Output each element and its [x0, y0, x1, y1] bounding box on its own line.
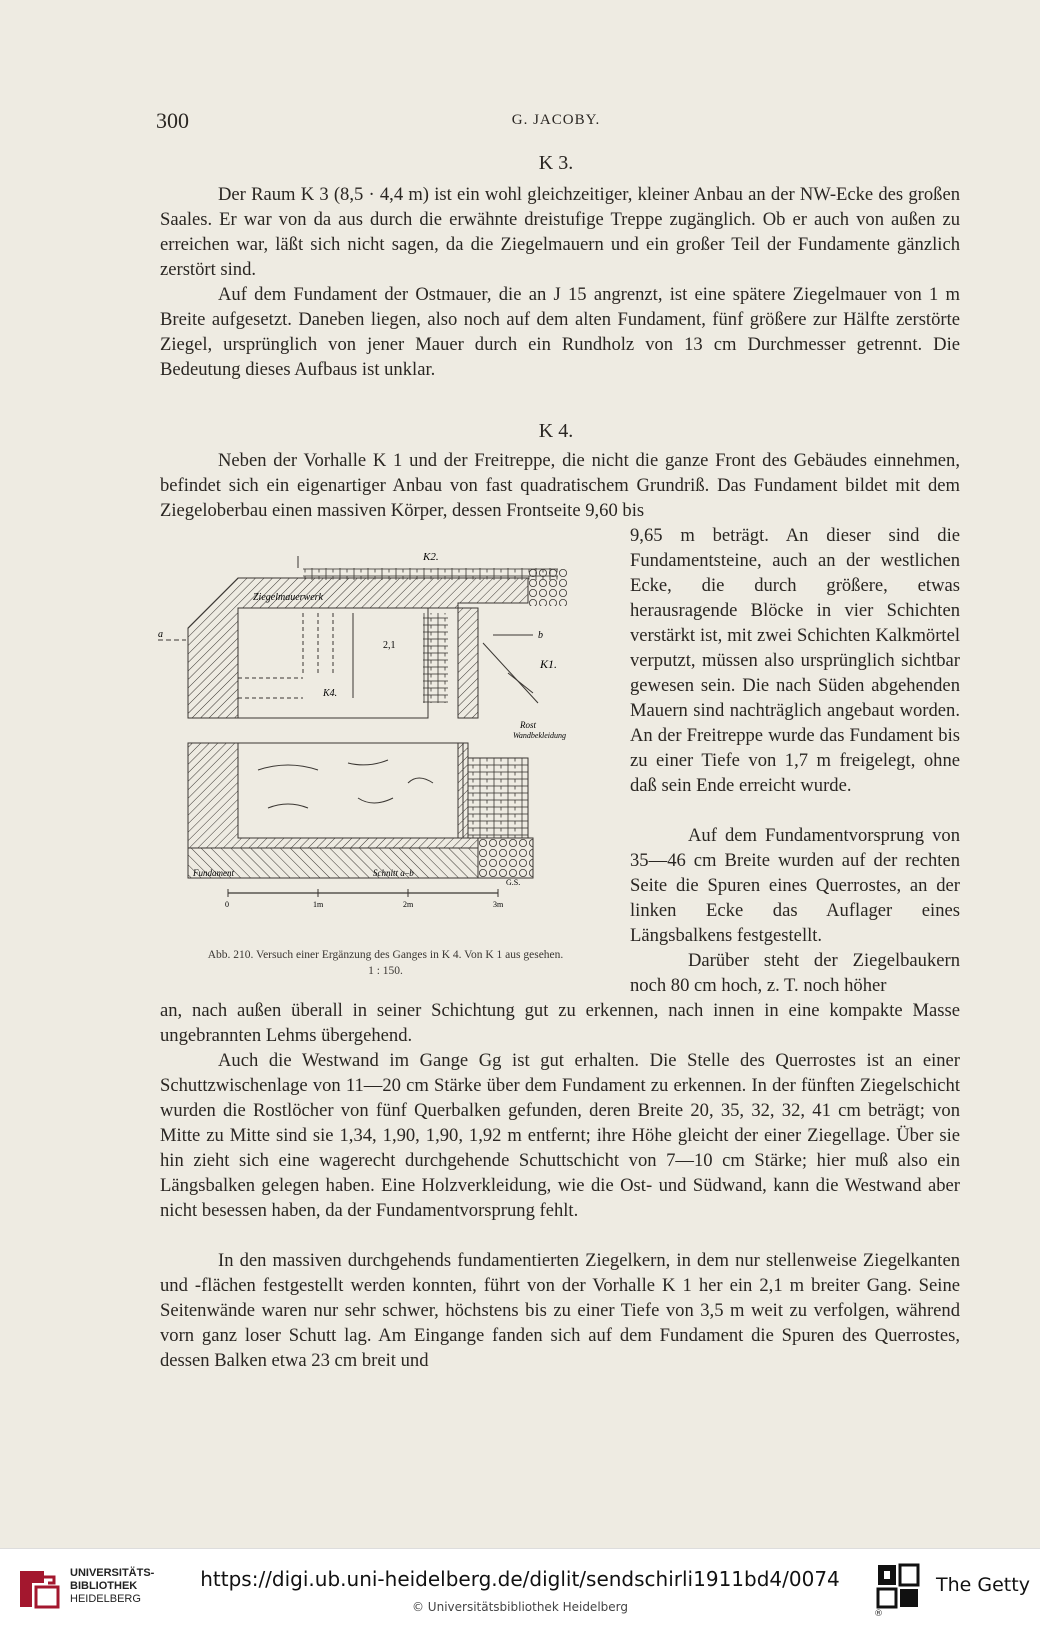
caption-text: Abb. 210. Versuch einer Ergänzung des Ganges in K 4. Von K 1 aus gesehen. [207, 949, 564, 961]
paragraph: Der Raum K 3 (8,5 · 4,4 m) ist ein wohl gleichzeitiger, kleiner Anbau an der NW-Ecke des großen Saales. Er war von da aus durch die erwähnte dreistufige Treppe zugänglich. Ob er auch von außen zu erreichen war, läßt sich nicht sagen, da die Ziegelmauern und ein großer Teil der Fundamente gänzlich zerstört sind. [160, 184, 960, 280]
paragraph: an, nach außen überall in seiner Schichtung gut zu erkennen, nach innen in eine kompakte Masse ungebrannten Lehms übergehend. [160, 1000, 960, 1046]
caption-scale: 1 : 150. [368, 965, 403, 977]
figure-svg [158, 548, 610, 948]
pointer-line [483, 643, 538, 703]
section-wall-hatched [188, 743, 478, 848]
label-k2: K2. [423, 551, 439, 563]
side-paragraph: Auf dem Fundamentvorsprung von 35—46 cm Breite wurden auf der rechten Seite die Spuren eines Querrostes, an der linken Ecke das Auflager eines Längsbalkens festgestellt. [630, 825, 960, 946]
section-heading-k3: K 3. [538, 152, 574, 174]
paragraph: Neben der Vorhalle K 1 und der Freitreppe, die nicht die ganze Front des Gebäudes einnehmen, befindet sich ein eigenartiger Anbau von fast quadratischem Grundriß. Das Fundament bildet mit dem Ziegeloberbau einen massiven Körper, dessen Frontseite 9,60 bis [160, 450, 960, 521]
scale-label: 2m [403, 900, 414, 909]
side-paragraph: Darüber steht der Ziegelbaukern noch 80 cm hoch, z. T. noch höher [630, 950, 960, 996]
section-heading-k4: K 4. [538, 420, 574, 442]
label-rost: Rost [520, 720, 537, 730]
scale-label: 1m [313, 900, 324, 909]
library-line: HEIDELBERG [70, 1593, 141, 1605]
library-line: UNIVERSITÄTS- [70, 1567, 155, 1579]
label-gs: G.S. [506, 878, 521, 887]
label-width: 2,1 [383, 640, 396, 651]
figure-drawing [158, 548, 610, 998]
label-schnitt: Schnitt a–b [373, 868, 414, 878]
label-k1: K1. [540, 657, 558, 671]
section-stone-foundation [478, 838, 533, 878]
registered-mark: ® [874, 1609, 883, 1619]
permalink-url[interactable]: https://digi.ub.uni-heidelberg.de/diglit/sendschirli1911bd4/0074 [200, 1567, 840, 1591]
wall-hatched-right [458, 608, 478, 718]
label-fundament: Fundament [193, 868, 234, 878]
label-ziegelmauerwerk: Ziegelmauerwerk [253, 592, 323, 603]
section-interior [238, 743, 463, 838]
label-wandbekleidung: Wandbekleidung [513, 731, 567, 740]
copyright-notice: © Universitätsbibliothek Heidelberg [411, 1600, 628, 1614]
brick-stack [423, 613, 448, 703]
library-line: BIBLIOTHEK [70, 1580, 138, 1592]
stone-foundation [528, 568, 568, 606]
figure-caption [158, 947, 613, 979]
running-head-author: G. JACOBY. [511, 112, 601, 128]
label-a: a [158, 629, 163, 640]
running-head [156, 108, 956, 138]
scale-label: 0 [225, 900, 229, 909]
paragraph: Auf dem Fundament der Ostmauer, die an J 15 angrenzt, ist eine spätere Ziegelmauer von 1 m Breite aufgesetzt. Daneben liegen, also noch auf dem alten Fundament, fünf größere zur Hälfte zerstörte Ziegel, ursprünglich von jener Mauer durch ein Rundholz von 13 cm Durchmesser getrennt. Die Bedeutung dieses Aufbaus ist unklar. [160, 284, 960, 380]
getty-name: The Getty [936, 1574, 1030, 1596]
pointer-line [508, 673, 533, 693]
getty-logo-icon [876, 1563, 920, 1609]
label-b: b [538, 630, 543, 641]
section-beam [458, 743, 468, 838]
page-number: 300 [156, 108, 189, 133]
paragraph: Auch die Westwand im Gange Gg ist gut erhalten. Die Stelle des Querrostes ist an einer Schuttzwischenlage von 11—20 cm Stärke über dem Fundament zu erkennen. In der fünften Ziegelschicht wurden die Rostlöcher von fünf Querbalken gefunden, deren Breite 20, 35, 32, 32, 41 cm beträgt; von Mitte zu Mitte sind sie 1,34, 1,90, 1,90, 1,92 m entfernt; ihre Höhe gleicht der einer Ziegellage. Über sie hin zieht sich eine wagerecht durchgehende Schuttschicht von 7—10 cm Stärke; hier muß also ein Längsbalken gelegen haben. Eine Holzverkleidung, wie die Ost- und Südwand, kann die Westwand aber nicht besessen haben, da der Fundamentvorsprung fehlt. [160, 1050, 960, 1221]
paragraph: In den massiven durchgehends fundamentierten Ziegelkern, in dem nur stellenweise Ziegelkanten und -flächen festgestellt werden konnten, führt von der Vorhalle K 1 her ein 2,1 m breiter Gang. Seine Seitenwände waren nur sehr schwer, höchstens bis zu einer Tiefe von 3,5 m weit zu verfolgen, während vorn ganz loser Schutt lag. Am Eingange fanden sich auf dem Fundament die Spuren des Querrostes, dessen Balken etwa 23 cm breit und [160, 1250, 960, 1371]
rubble-marks [258, 760, 433, 808]
section-brick-wall [468, 758, 528, 838]
label-k4: K4. [323, 688, 338, 699]
side-paragraph: 9,65 m beträgt. An dieser sind die Fundamentsteine, auch an der westlichen Ecke, die durch größere, etwas herausragende Blöcke in vier Schichten verstärkt ist, mit zwei Schichten Kalkmörtel verputzt, müssen also ursprünglich sichtbar gewesen sein. Die nach Süden abgehenden Mauern sind nachträglich angebaut worden. An der Freitreppe wurde das Fundament bis zu einer Tiefe von 1,7 m freigelegt, ohne daß sein Ende erreicht wurde. [630, 525, 960, 796]
footer-bar [0, 1548, 1040, 1626]
scale-label: 3m [493, 900, 504, 909]
